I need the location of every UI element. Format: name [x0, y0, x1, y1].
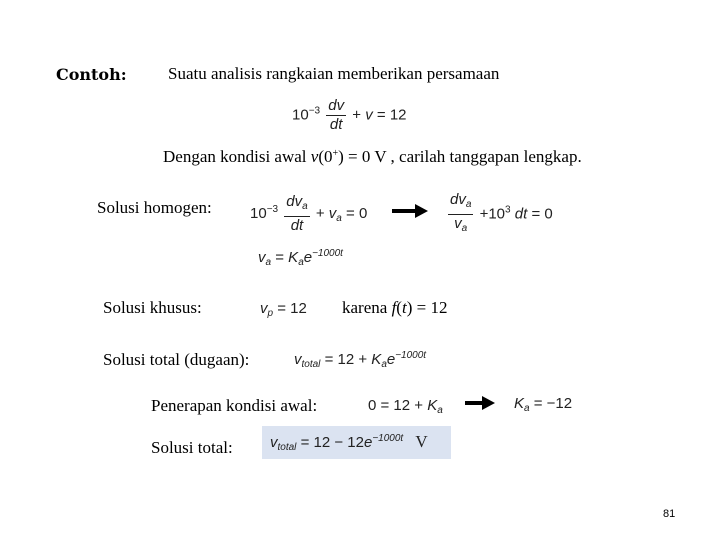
intro-text: Suatu analisis rangkaian memberikan persamaan	[168, 64, 500, 83]
khusus-equation: $v_p = 12$	[260, 300, 307, 319]
homogen-equation-2: $\frac{dv_a}{v_a}$ $+10^3$ dt = 0	[450, 191, 553, 234]
page-number: 81	[663, 508, 676, 520]
homogen-equation-3: $v_a = K_ae^{-1000t}$	[258, 248, 343, 268]
condition-text: Dengan kondisi awal v(0+) = 0 V , carilah tanggapan lengkap.	[163, 147, 582, 166]
total-dugaan-equation: $v_{total} = 12 + K_ae^{-1000t}$	[294, 350, 427, 370]
homogen-equation-1: $10^{-3}$ $\frac{dv_a}{dt}$ + $v_a = 0$	[250, 193, 368, 234]
slide-title: Contoh:	[56, 65, 127, 84]
karena-text: karena f(t) = 12	[342, 298, 448, 317]
total-equation-box: $v_{total} = 12 - 12e^{-1000t}$ V	[262, 426, 451, 459]
penerapan-label: Penerapan kondisi awal:	[151, 396, 318, 415]
total-dugaan-label: Solusi total (dugaan):	[103, 350, 250, 369]
total-label: Solusi total:	[151, 438, 233, 457]
penerapan-equation-2: $K_a = -12$	[514, 395, 573, 414]
main-equation: $10^{-3}$ $\frac{dv}{dt}$ + v = 12	[292, 97, 407, 133]
penerapan-equation-1: $0 = 12 + K_a$	[368, 397, 443, 416]
unit-volt: V	[415, 432, 428, 451]
khusus-label: Solusi khusus:	[103, 298, 202, 317]
homogen-label: Solusi homogen:	[97, 198, 212, 217]
